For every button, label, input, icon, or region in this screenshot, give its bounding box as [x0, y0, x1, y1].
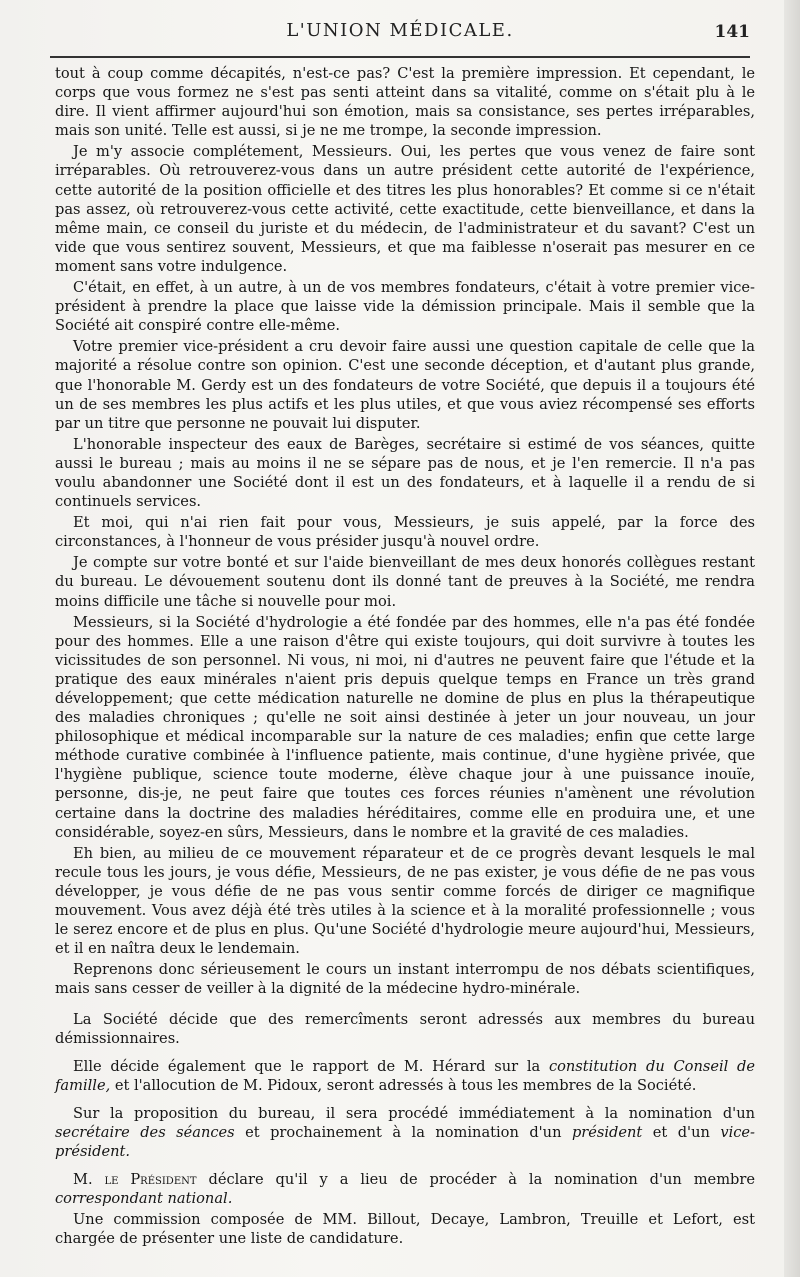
paragraph — [55, 1104, 755, 1161]
paragraph: Je compte sur votre bonté et sur l'aide bienveillant de mes deux honorés collègues restant du bureau. Le dévouement soutenu dont ils donné tant de preuves à la Société, me rendra moins difficile une tâche si nouvelle pour moi. — [55, 554, 755, 610]
paragraph: Eh bien, au milieu de ce mouvement réparateur et de ce progrès devant lesquels le mal recule tous les jours, je vous défie, Messieurs, de ne pas exister, je vous défie de ne pas vous développer, je vous défie de ne pas vous sentir comme forcés de diriger ce magnifique mouvement. Vous avez déjà été très utiles à la science et à la moralité professionnelle ; vous le serez encore et de plus en plus. Qu'une Société d'hydrologie meure aujourd'hui, Messieurs, et il en naîtra deux le lendemain. — [55, 844, 755, 958]
paragraph: Reprenons donc sérieusement le cours un instant interrompu de nos débats scientifiques, mais sans cesser de veiller à la dignité de la médecine hydro-minérale. — [55, 961, 755, 998]
italic-run: secrétaire des séances — [55, 1123, 235, 1141]
paragraph: tout à coup comme décapités, n'est-ce pas? C'est la première impression. Et cependant, le corps que vous formez ne s'est pas senti atteint dans sa vitalité, comme on s'était plu à le dire. Il vient affirmer aujourd'hui son émotion, mais sa consistance, ses pertes irréparables, mais son unité. Telle est aussi, si je ne me trompe, la seconde impression. — [55, 65, 755, 140]
italic-run: président — [571, 1123, 643, 1141]
small-caps-run: M. le Président — [73, 1171, 197, 1189]
paragraph: Et moi, qui n'ai rien fait pour vous, Messieurs, je suis appelé, par la force des circonstances, à l'honneur de vous présider jusqu'à nouvel ordre. — [55, 514, 755, 551]
page-header — [50, 16, 750, 56]
text-run: et l'allocution de M. Pidoux, seront adressés à tous les membres de la Société. — [110, 1076, 697, 1094]
paragraph — [55, 1057, 755, 1095]
header-rule — [50, 56, 750, 58]
text-run: Elle décide également que le rapport de M. Hérard sur la — [73, 1057, 549, 1075]
page-edge-shadow — [784, 0, 800, 1277]
text-run: et prochainement à la nomination d'un — [234, 1123, 572, 1141]
paragraph: L'honorable inspecteur des eaux de Barèges, secrétaire si estimé de vos séances, quitte aussi le bureau ; mais au moins il ne se sépare pas de nous, et je l'en remercie. Il n'a pas voulu abandonner une Société dont il est un des fondateurs, et à laquelle il a rendu de si continuels services. — [55, 435, 755, 511]
paragraph: Une commission composée de MM. Billout, Decaye, Lambron, Treuille et Lefort, est chargée de présenter une liste de candidature. — [55, 1211, 755, 1248]
paragraph — [55, 1170, 755, 1208]
text-run: et d'un — [642, 1123, 721, 1141]
paragraph: C'était, en effet, à un autre, à un de vos membres fondateurs, c'était à votre premier vice-président à prendre la place que laisse vide la démission principale. Mais il semble que la Société ait conspiré contre elle-même. — [55, 279, 755, 335]
article-body — [55, 64, 755, 1251]
paragraph: Votre premier vice-président a cru devoir faire aussi une question capitale de celle que la majorité a résolue contre son opinion. C'est une seconde déception, et d'autant plus grande, que l'honorable M. Gerdy est un des fondateurs de votre Société, que depuis il a toujours été un de ses membres les plus actifs et les plus utiles, et que vous aviez récompensé ses efforts par un titre que personne ne pouvait lui disputer. — [55, 338, 755, 432]
paragraph: Je m'y associe complétement, Messieurs. Oui, les pertes que vous venez de faire sont irréparables. Où retrouverez-vous dans un autre président cette autorité de l'expérience, cette autorité de la position officielle et des titres les plus honorables? Et comme si ce n'était pas assez, où retrouverez-vous cette activité, cette exactitude, cette bienveillance, et dans la même main, ce conseil du juriste et du médecin, de l'administrateur et du savant? C'est un vide que vous sentirez souvent, Messieurs, et que ma faiblesse n'oserait pas mesurer en ce moment sans votre indulgence. — [55, 143, 755, 275]
italic-run: correspondant national. — [55, 1190, 233, 1208]
text-run: Sur la proposition du bureau, il sera procédé immédiatement à la nomination d'un — [73, 1104, 755, 1122]
italic-run: vice-président. — [55, 1123, 755, 1161]
running-title: L'UNION MÉDICALE. — [286, 20, 514, 41]
text-run: déclare qu'il y a lieu de procéder à la nomination d'un membre — [196, 1171, 755, 1189]
paragraph: La Société décide que des remercîments seront adressés aux membres du bureau démissionnaires. — [55, 1010, 755, 1047]
paragraph: Messieurs, si la Société d'hydrologie a été fondée par des hommes, elle n'a pas été fondée pour des hommes. Elle a une raison d'être qui existe toujours, qui doit survivre à toutes les vicissitudes de son personnel. Ni vous, ni moi, ni d'autres ne peuvent faire que l'étude et la pratique des eaux minérales n'aient pris depuis quelque temps en France un très grand développement; que cette médication naturelle ne domine de plus en plus la thérapeutique des maladies chroniques ; qu'elle ne soit ainsi destinée à jeter un jour nouveau, un jour philosophique et médical incomparable sur la nature de ces maladies; enfin que cette large méthode curative combinée à l'influence patiente, mais continue, d'une hygiène privée, que l'hygiène publique, science toute moderne, élève chaque jour à une puissance inouïe, personne, dis-je, ne peut faire que toutes ces forces réunies n'amènent une révolution certaine dans la doctrine des maladies héréditaires, comme elle en produira une, et une considérable, soyez-en sûrs, Messieurs, dans le nombre et la gravité de ces maladies. — [55, 613, 755, 841]
page-number: 141 — [714, 22, 750, 42]
italic-run: constitution du Conseil de famille, — [55, 1057, 756, 1094]
